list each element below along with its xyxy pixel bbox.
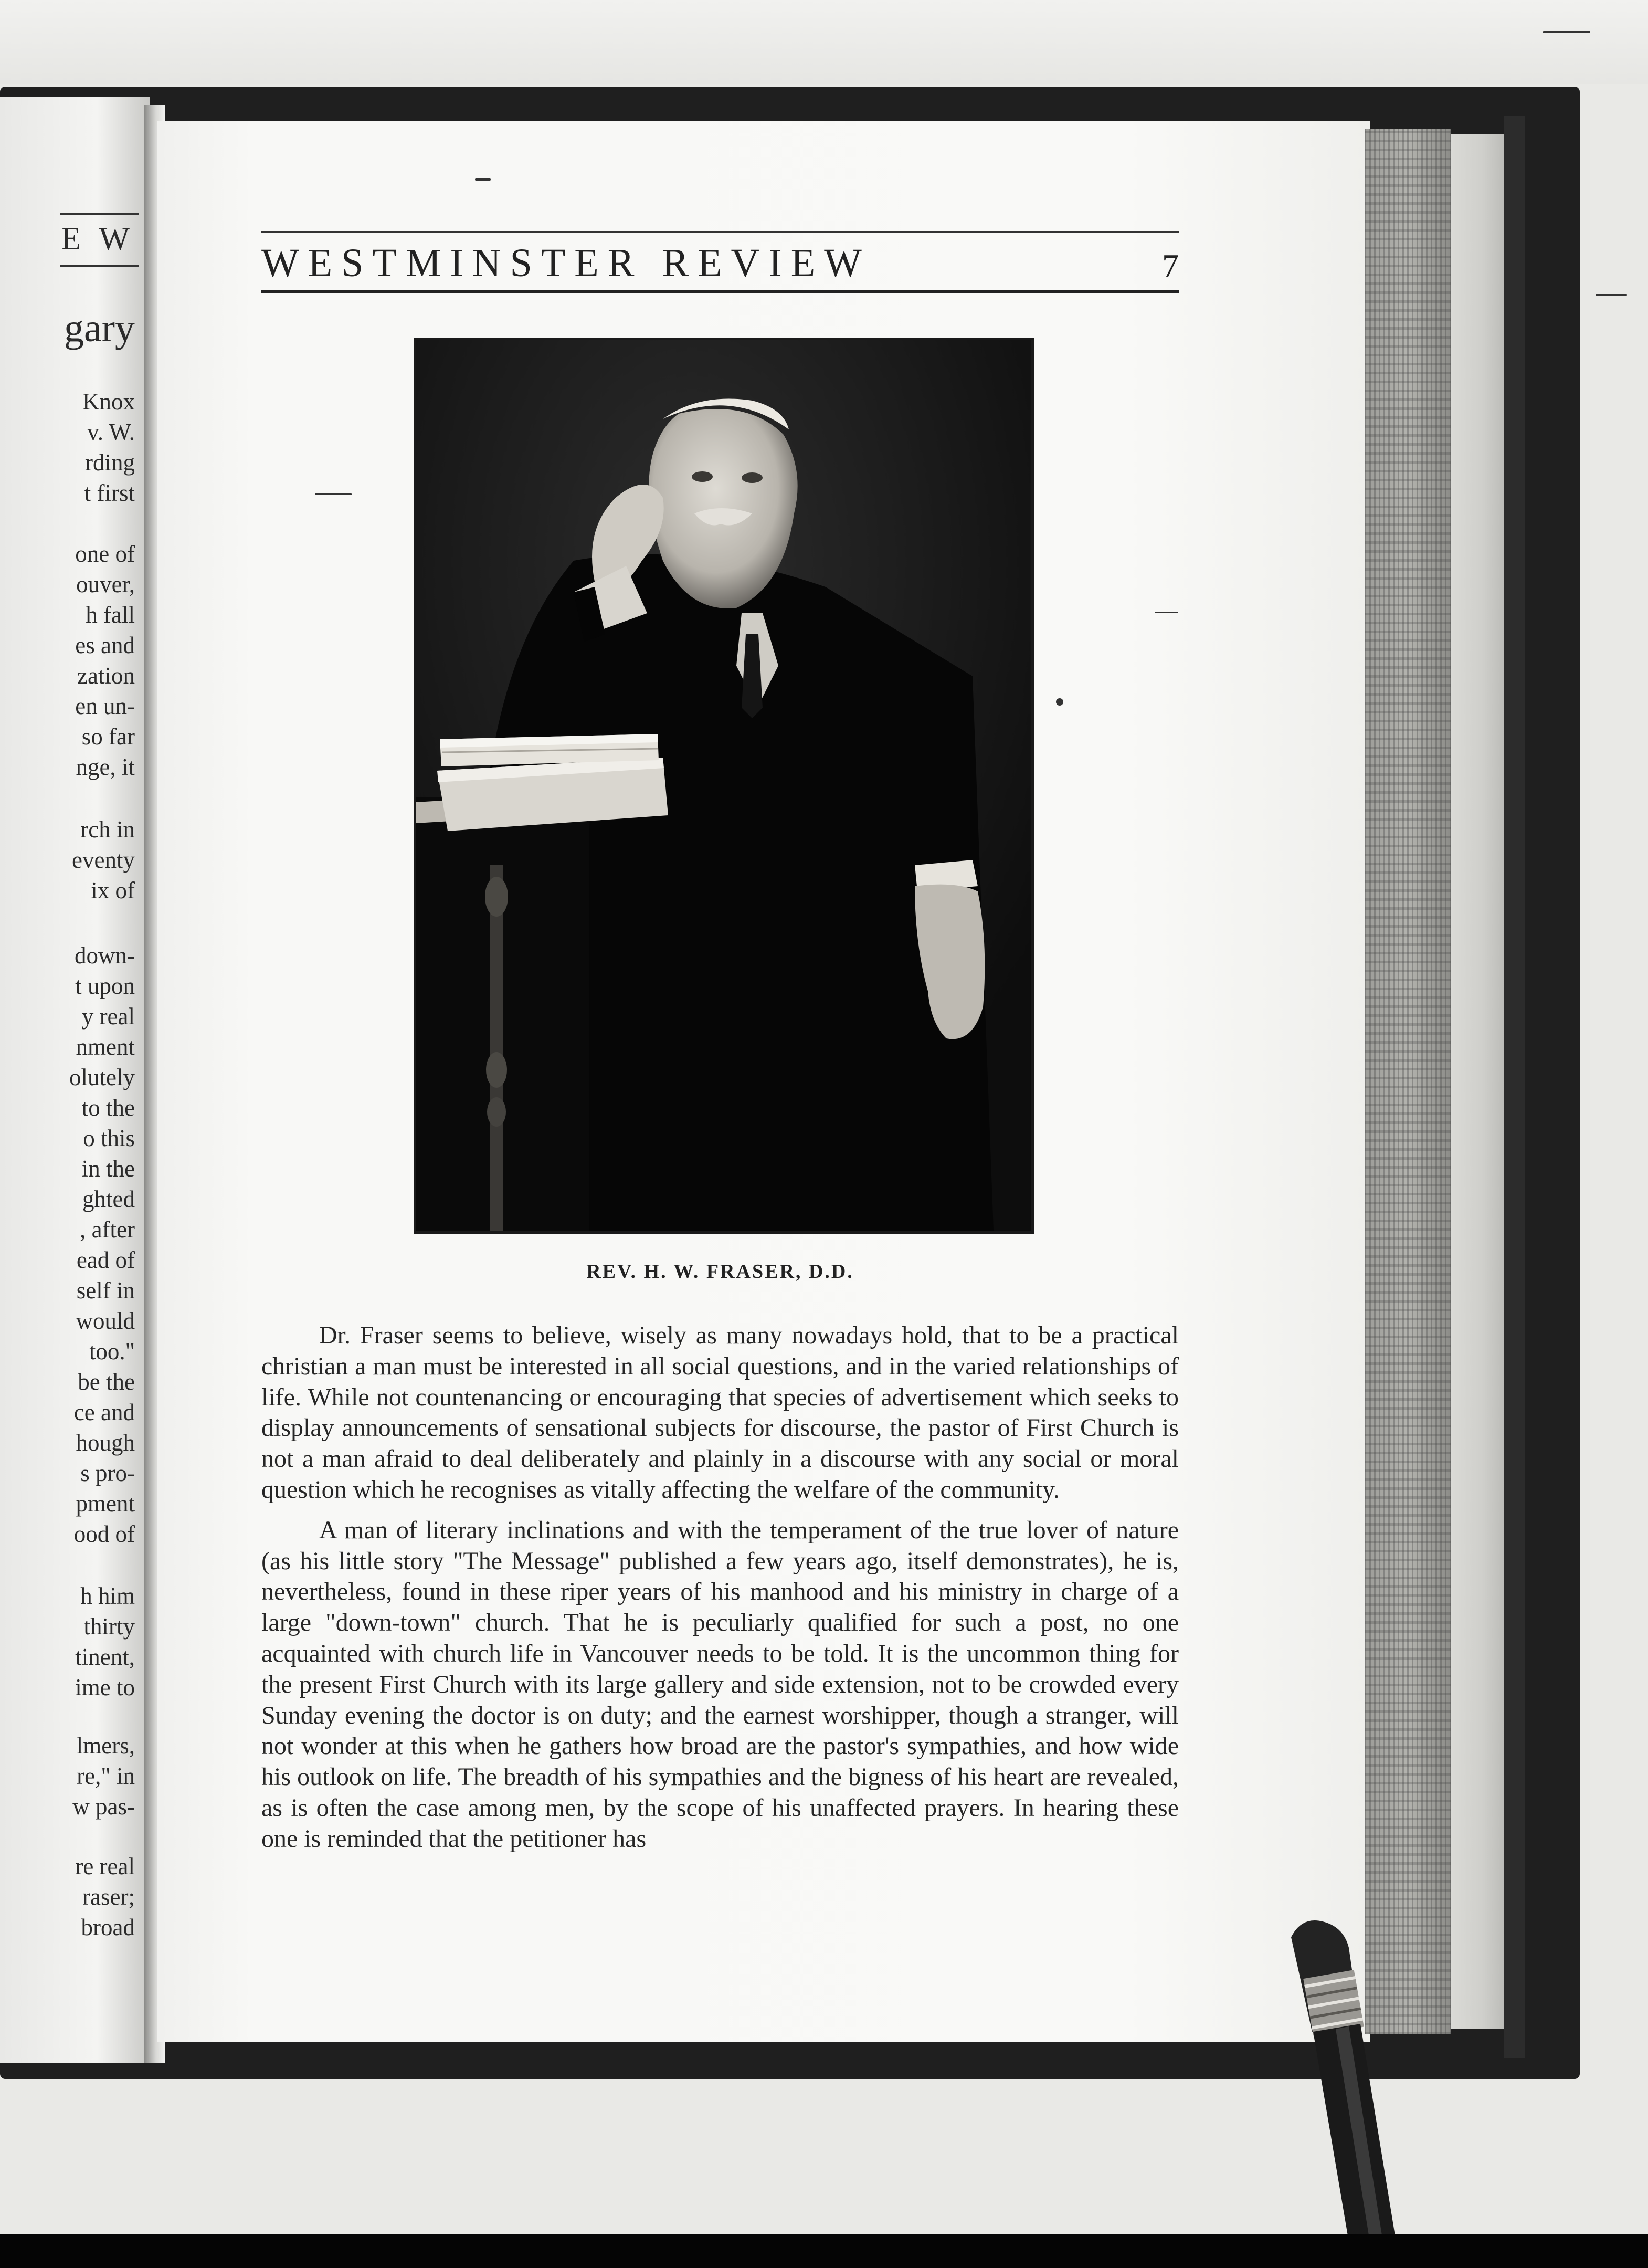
header-rule-bottom: [261, 290, 1179, 293]
left-page: [0, 97, 150, 2063]
left-running-header-fragment: E W: [61, 221, 135, 257]
left-text-fragment: ce and: [73, 1399, 135, 1425]
header-rule-top: [261, 231, 1179, 233]
left-text-fragment: w pas-: [72, 1793, 135, 1820]
portrait-photo: [414, 338, 1034, 1234]
left-text-fragment: nment: [76, 1034, 135, 1060]
left-text-fragment: lmers,: [76, 1732, 135, 1759]
left-text-fragment: rch in: [80, 816, 135, 843]
left-page-text-fragments: [0, 97, 135, 2063]
left-text-fragment: ime to: [75, 1674, 135, 1700]
left-text-fragment: would: [76, 1308, 135, 1334]
page-number: 7: [1162, 247, 1179, 285]
left-text-fragment: ood of: [73, 1521, 135, 1547]
left-text-fragment: thirty: [83, 1613, 135, 1640]
left-text-fragment: es and: [75, 632, 135, 658]
left-text-fragment: y real: [81, 1003, 135, 1030]
left-text-fragment: to the: [81, 1095, 135, 1121]
page-edges: [1365, 129, 1451, 2034]
left-title-fragment: gary: [64, 306, 135, 350]
left-text-fragment: en un-: [75, 693, 135, 719]
pencil: [1270, 1916, 1428, 2242]
left-text-fragment: so far: [81, 723, 135, 750]
photo-caption: REV. H. W. FRASER, D.D.: [586, 1261, 854, 1283]
running-header: [261, 231, 1179, 294]
left-text-fragment: t upon: [75, 973, 135, 999]
paragraph: Dr. Fraser seems to believe, wisely as many nowadays hold, that to be a practical christian a man must be interested in all social questions, and in the varied relationships of life. While not countenancing or encouraging that species of advertisement which seeks to display announcements of sensational subjects for discourse, the pastor of First Church is not a man afraid to deal deliberately and plainly in a discourse with any social or moral question which he recognises as vitally affecting the welfare of the community.: [261, 1321, 1179, 1504]
left-text-fragment: ead of: [76, 1247, 135, 1273]
journal-title: WESTMINSTER REVIEW: [261, 241, 871, 285]
left-text-fragment: o this: [83, 1125, 135, 1151]
left-text-fragment: eventy: [72, 847, 135, 873]
left-text-fragment: one of: [75, 541, 135, 567]
left-text-fragment: be the: [78, 1369, 135, 1395]
left-text-fragment: olutely: [69, 1064, 135, 1090]
left-text-fragment: hough: [76, 1430, 135, 1456]
left-text-fragment: in the: [81, 1156, 135, 1182]
scan-bottom-band: [0, 2234, 1648, 2268]
portrait-illustration: [416, 340, 1031, 1231]
left-text-fragment: down-: [75, 942, 135, 969]
left-text-fragment: broad: [81, 1914, 135, 1940]
cover-edge: [1504, 116, 1525, 2058]
left-text-fragment: raser;: [82, 1884, 135, 1910]
left-text-fragment: h fall: [86, 602, 135, 628]
left-text-fragment: pment: [76, 1490, 135, 1517]
left-text-fragment: h him: [80, 1583, 135, 1609]
left-text-fragment: zation: [77, 663, 135, 689]
left-text-fragment: ghted: [82, 1186, 135, 1212]
left-text-fragment: Knox: [82, 388, 135, 415]
paragraph: A man of literary inclinations and with the temperament of the true lover of nature (as his little story "The Message" published a few years ago, itself demonstrates), he is, nevertheless, found in these riper years of his manhood and his ministry in charge of a large "down-town" church. That he is peculiarly qualified for such a post, no one acquainted with church life in Vancouver needs to be told. It is the uncommon thing for the present First Church with its large gallery and side extension, not to be crowded every Sunday evening the doctor is on duty; and the earnest worshipper, though a stranger, will not wonder at this when he gathers how broad are the pastor's sympathies, and how wide his outlook on life. The breadth of his sympathies and the bigness of his heart are revealed, as is often the case among men, by the scope of his unaffected prayers. In hearing these one is reminded that the petitioner has: [261, 1516, 1179, 1853]
scan-background: [0, 0, 1648, 84]
left-text-fragment: nge, it: [76, 754, 135, 780]
left-text-fragment: v. W.: [87, 419, 135, 445]
left-text-fragment: ouver,: [76, 571, 135, 597]
left-text-fragment: re real: [75, 1853, 135, 1880]
left-text-fragment: ix of: [91, 877, 135, 904]
left-text-fragment: re," in: [77, 1763, 135, 1789]
left-text-fragment: self in: [76, 1277, 135, 1304]
page-edges-inner: [1451, 134, 1504, 2029]
left-text-fragment: , after: [80, 1216, 135, 1243]
left-text-fragment: s pro-: [80, 1460, 135, 1486]
left-text-fragment: too.": [89, 1338, 135, 1364]
left-text-fragment: t first: [84, 480, 135, 506]
left-text-fragment: tinent,: [75, 1644, 135, 1670]
article-body: [261, 1320, 1179, 1864]
left-text-fragment: rding: [85, 449, 135, 476]
